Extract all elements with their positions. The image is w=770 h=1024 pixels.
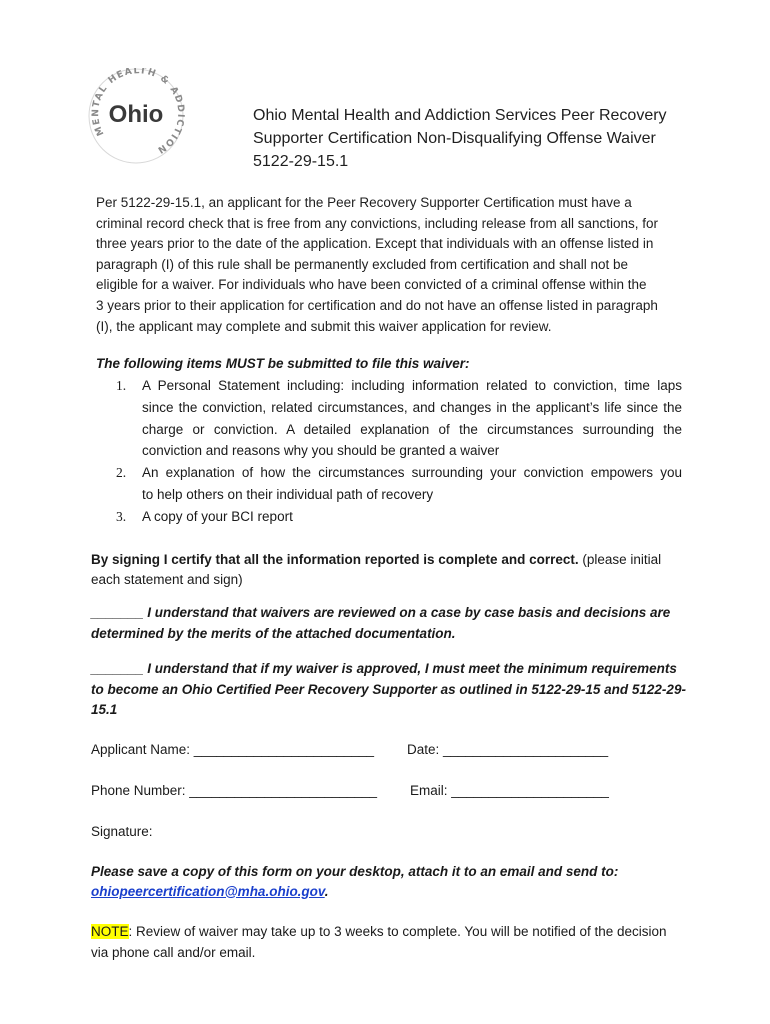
intro-line: Per 5122-29-15.1, an applicant for the Peer Recovery Supporter Certification must have a bbox=[96, 195, 632, 210]
intro-line: criminal record check that is free from any convictions, including release from all sanctions, for bbox=[96, 215, 658, 231]
statement-line: 15.1 bbox=[91, 702, 118, 717]
list-item bbox=[96, 462, 682, 506]
intro-line: eligible for a waiver. For individuals who have been convicted of a criminal offense within the bbox=[96, 277, 647, 293]
intro-line: (I), the applicant may complete and submit this waiver application for review. bbox=[96, 318, 552, 334]
initial-statement-2[interactable] bbox=[91, 659, 691, 721]
list-item-line: conviction and reasons why you should be granted a waiver bbox=[142, 443, 500, 459]
statement-line: _______ I understand that if my waiver is approved, I must meet the minimum requirements bbox=[91, 661, 677, 676]
ohio-mha-seal-icon bbox=[84, 68, 194, 168]
logo-arc-text: MENTAL HEALTH & ADDICTION bbox=[90, 68, 187, 156]
logo-wordmark: Ohio bbox=[108, 101, 164, 128]
signature-field[interactable]: Signature: bbox=[91, 824, 153, 839]
list-item-number: 2. bbox=[116, 465, 127, 481]
name-date-row bbox=[91, 740, 691, 760]
applicant-name-field[interactable]: Applicant Name: ________________________ bbox=[91, 742, 374, 757]
ohio-mha-logo bbox=[84, 68, 194, 168]
list-item bbox=[96, 375, 682, 462]
required-items-heading: The following items MUST be submitted to file this waiver: bbox=[96, 356, 470, 371]
certification-bold-text: By signing I certify that all the information reported is complete and correct. bbox=[91, 552, 579, 567]
initial-statement-1[interactable] bbox=[91, 603, 691, 644]
list-item-line: A copy of your BCI report bbox=[142, 508, 293, 524]
certification-instruction: (please initial each statement and sign) bbox=[91, 552, 662, 587]
certification-statement bbox=[91, 550, 691, 589]
required-items-list bbox=[96, 375, 682, 528]
submission-instructions bbox=[91, 862, 618, 901]
phone-email-row bbox=[91, 781, 691, 801]
intro-line: paragraph (I) of this rule shall be permanently excluded from certification and shall not be bbox=[96, 256, 629, 272]
submission-email-link[interactable]: ohiopeercertification@mha.ohio.gov bbox=[91, 883, 325, 899]
submission-period: . bbox=[324, 883, 329, 899]
intro-line: three years prior to the date of the application. Except that individuals with an offense listed in bbox=[96, 236, 654, 252]
date-field[interactable]: Date: ______________________ bbox=[407, 742, 609, 757]
review-note bbox=[91, 922, 691, 963]
title-line-3: 5122-29-15.1 bbox=[253, 153, 349, 170]
email-field[interactable]: Email: _____________________ bbox=[410, 783, 609, 798]
list-item bbox=[96, 506, 682, 528]
document-title bbox=[253, 104, 713, 173]
statement-line: determined by the merits of the attached documentation. bbox=[91, 625, 456, 641]
list-item-line: A Personal Statement including: including information related to conviction, time laps bbox=[142, 378, 682, 393]
list-item-line: charge or conviction. A detailed explanation of the circumstances surrounding the bbox=[142, 421, 682, 437]
note-text: : Review of waiver may take up to 3 weeks to complete. You will be notified of the decision bbox=[128, 924, 667, 939]
statement-line: _______ I understand that waivers are reviewed on a case by case basis and decisions are bbox=[91, 605, 671, 620]
intro-line: 3 years prior to their application for certification and do not have an offense listed in paragraph bbox=[96, 297, 658, 313]
list-item-line: to help others on their individual path of recovery bbox=[142, 486, 434, 502]
statement-line: to become an Ohio Certified Peer Recovery Supporter as outlined in 5122-29-15 and 5122-29- bbox=[91, 681, 686, 697]
title-line-2: Supporter Certification Non-Disqualifying Offense Waiver bbox=[253, 130, 656, 147]
list-item-line: An explanation of how the circumstances surrounding your conviction empowers you bbox=[142, 465, 682, 481]
list-item-line: since the conviction, related circumstances, and changes in the applicant’s life since the bbox=[142, 399, 682, 415]
intro-paragraph bbox=[96, 193, 686, 337]
submission-line: Please save a copy of this form on your desktop, attach it to an email and send to: bbox=[91, 864, 619, 879]
list-item-number: 1. bbox=[116, 378, 127, 393]
note-text-line-2: via phone call and/or email. bbox=[91, 944, 256, 960]
title-line-1: Ohio Mental Health and Addiction Services Peer Recovery bbox=[253, 107, 667, 124]
phone-number-field[interactable]: Phone Number: _________________________ bbox=[91, 783, 378, 798]
note-label: NOTE bbox=[91, 924, 129, 939]
list-item-number: 3. bbox=[116, 508, 127, 524]
